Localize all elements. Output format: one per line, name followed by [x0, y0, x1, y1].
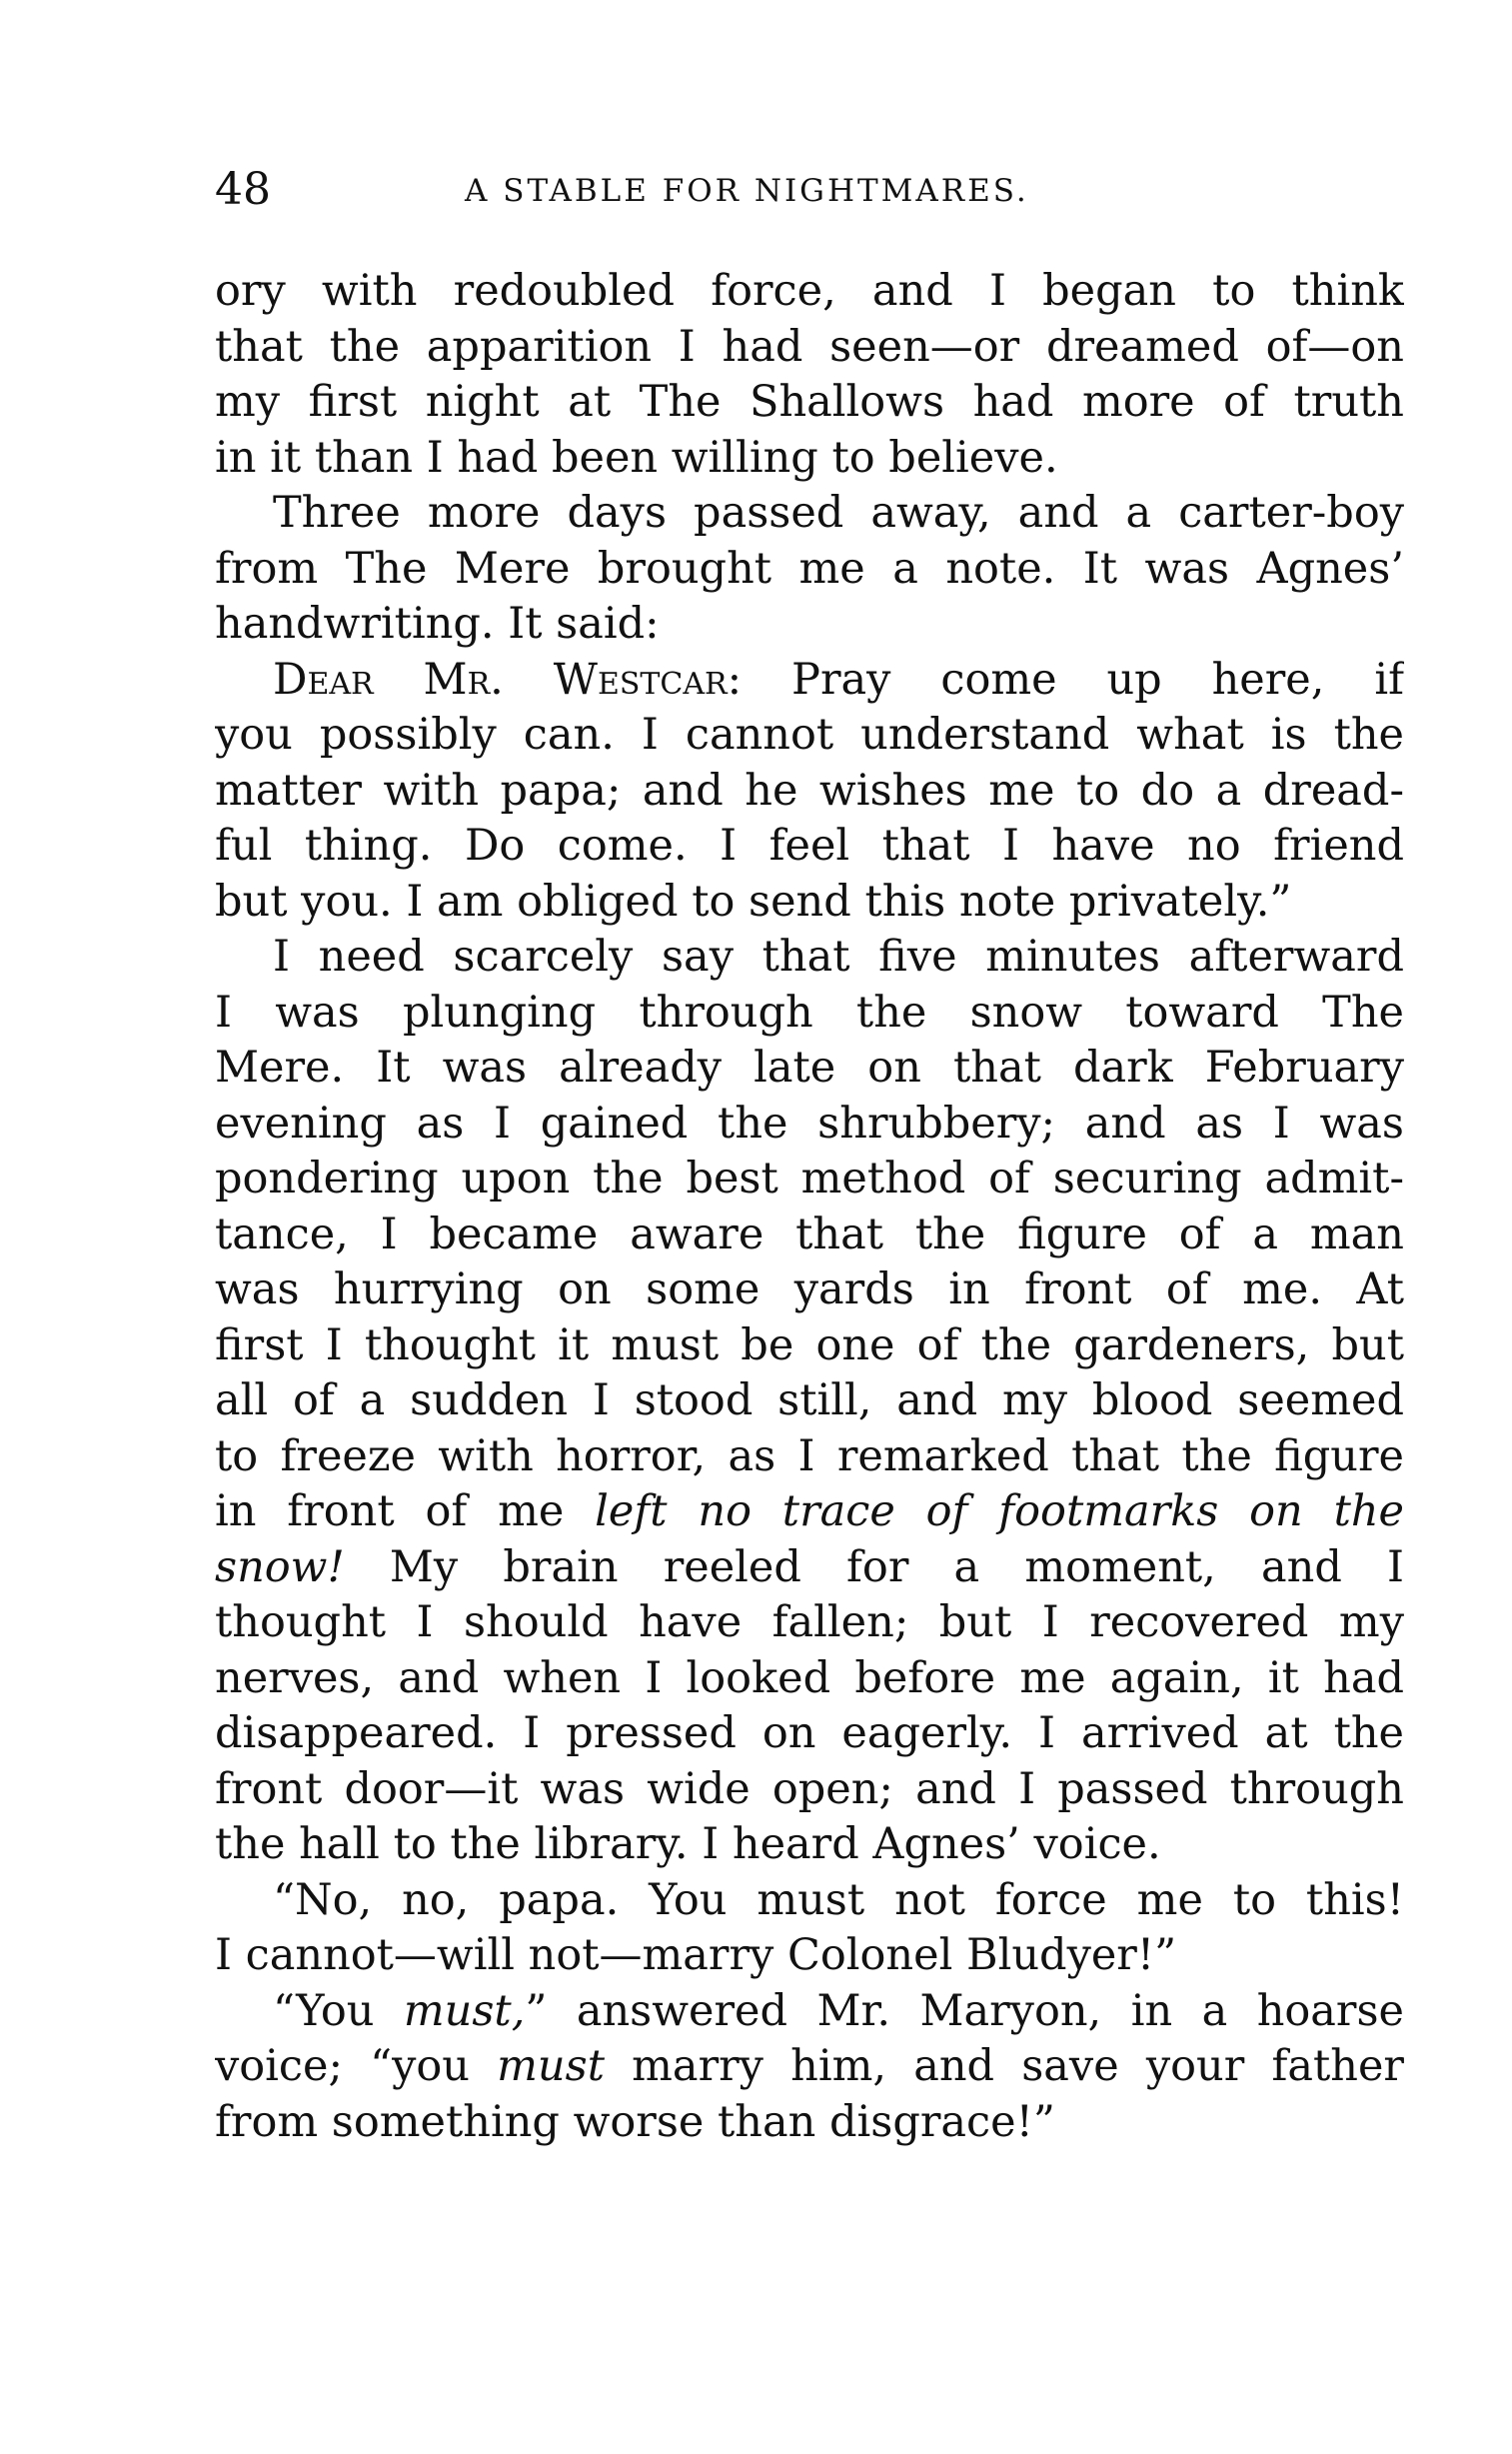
text-line [215, 708, 1404, 764]
page-number: 48 [215, 164, 271, 215]
text-segment: from something worse than disgrace!” [215, 2096, 1055, 2147]
text-line [215, 819, 1404, 875]
text-line [215, 264, 1404, 320]
text-segment: was hurrying on some yards in front of me. At [215, 1264, 1404, 1314]
text-segment: voice; “you [215, 2041, 498, 2091]
text-line [215, 986, 1404, 1042]
text-line [215, 1873, 1404, 1929]
italic-text: snow! [215, 1541, 345, 1592]
text-line [215, 1373, 1404, 1429]
text-segment: front door—it was wide open; and I passed through [215, 1763, 1404, 1814]
text-segment: in it than I had been willing to believe. [215, 432, 1058, 483]
text-line [215, 1262, 1404, 1318]
text-segment: “You [273, 1985, 404, 2036]
text-line [215, 930, 1404, 986]
text-line [215, 597, 1404, 653]
text-line [215, 653, 1404, 709]
text-line [215, 375, 1404, 431]
text-line [215, 1484, 1404, 1540]
text-line [215, 1429, 1404, 1485]
text-segment: Three more days passed away, and a carter-boy [273, 488, 1404, 538]
text-segment: to freeze with horror, as I remarked that the figure [215, 1430, 1404, 1481]
text-line [215, 875, 1404, 931]
text-line [215, 431, 1404, 487]
text-segment: but you. I am obliged to send this note privately.” [215, 876, 1292, 927]
text-segment: that the apparition I had seen—or dreamed of—on [215, 321, 1404, 372]
text-line [215, 542, 1404, 598]
text-segment: first I thought it must be one of the gardeners, but [215, 1319, 1404, 1370]
text-segment: Pray come up here, if [742, 654, 1404, 705]
text-segment: pondering upon the best method of securing admit- [215, 1154, 1404, 1204]
text-segment: from The Mere brought me a note. It was Agnes’ [215, 543, 1404, 594]
text-segment: I need scarcely say that five minutes afterward [273, 932, 1404, 982]
text-line [215, 1706, 1404, 1762]
text-line [215, 486, 1404, 542]
text-segment: handwriting. It said: [215, 599, 660, 649]
text-segment: Mere. It was already late on that dark February [215, 1043, 1404, 1093]
italic-text: left no trace of footmarks on the [595, 1486, 1404, 1536]
text-segment: my first night at The Shallows had more of truth [215, 377, 1404, 427]
running-title: A STABLE FOR NIGHTMARES. [465, 173, 1029, 209]
text-line [215, 2039, 1404, 2095]
text-segment: I was plunging through the snow toward The [215, 987, 1404, 1038]
italic-text: must [497, 2041, 605, 2091]
text-line [215, 1984, 1404, 2040]
text-segment: thought I should have fallen; but I recovered my [215, 1597, 1404, 1647]
text-segment: all of a sudden I stood still, and my blood seemed [215, 1375, 1404, 1425]
text-segment: I cannot—will not—marry Colonel Bludyer!” [215, 1930, 1177, 1980]
text-line [215, 1041, 1404, 1097]
text-line [215, 1208, 1404, 1263]
text-line [215, 1817, 1404, 1873]
text-segment: evening as I gained the shrubbery; and as I was [215, 1098, 1404, 1149]
text-line [215, 1928, 1404, 1984]
text-line [215, 764, 1404, 820]
text-segment: ory with redoubled force, and I began to think [215, 266, 1404, 316]
text-line [215, 1152, 1404, 1208]
text-line [215, 1651, 1404, 1707]
text-segment: nerves, and when I looked before me again, it had [215, 1652, 1404, 1703]
text-line [215, 320, 1404, 376]
text-segment: matter with papa; and he wishes me to do a dread- [215, 765, 1404, 816]
letter-salutation: Dear Mr. Westcar: [273, 654, 743, 705]
text-line [215, 1097, 1404, 1153]
text-segment: ful thing. Do come. I feel that I have no friend [215, 821, 1404, 871]
text-segment: tance, I became aware that the figure of a man [215, 1209, 1404, 1259]
text-segment: marry him, and save your father [604, 2041, 1404, 2091]
text-segment: you possibly can. I cannot understand what is the [215, 710, 1404, 760]
italic-text: must, [403, 1985, 526, 2036]
text-line [215, 1762, 1404, 1818]
text-segment: My brain reeled for a moment, and I [344, 1541, 1404, 1592]
text-segment: ” answered Mr. Maryon, in a hoarse [525, 1985, 1404, 2036]
text-line [215, 2095, 1404, 2151]
text-line [215, 1318, 1404, 1374]
text-line [215, 1595, 1404, 1651]
text-segment: disappeared. I pressed on eagerly. I arrived at the [215, 1708, 1404, 1758]
text-segment: “No, no, papa. You must not force me to this! [273, 1874, 1404, 1925]
text-segment: the hall to the library. I heard Agnes’ voice. [215, 1819, 1161, 1869]
page-header [215, 160, 1404, 220]
text-line [215, 1540, 1404, 1596]
body-text [215, 264, 1404, 2150]
text-segment: in front of me [215, 1486, 596, 1536]
